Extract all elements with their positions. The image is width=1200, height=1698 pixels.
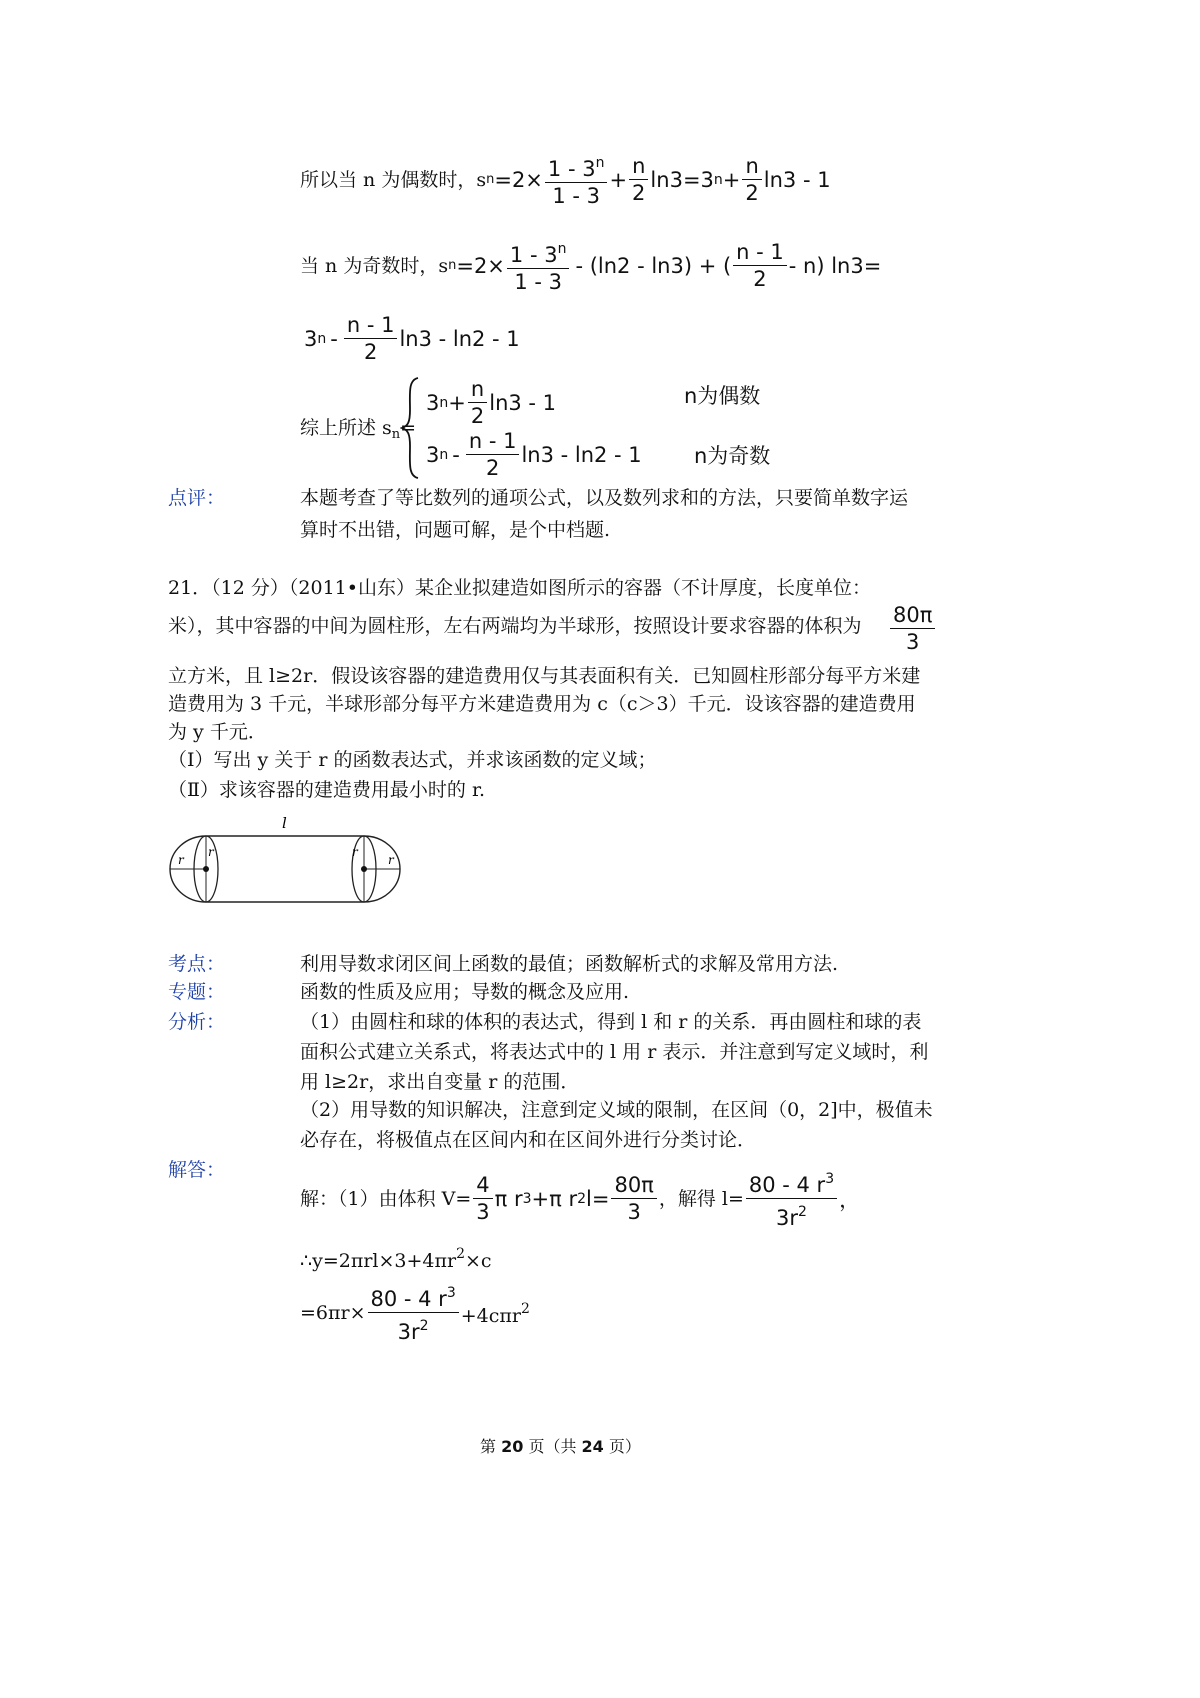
problem-part2: （Ⅱ）求该容器的建造费用最小时的 r. bbox=[168, 779, 485, 801]
problem-line1: 21．（12 分）（2011•山东）某企业拟建造如图所示的容器（不计厚度，长度单位： bbox=[168, 577, 871, 599]
exp: 2 bbox=[577, 1190, 587, 1207]
fraction: $\frac{n - 1}{2}$ bbox=[733, 239, 787, 292]
minus: - bbox=[330, 326, 338, 351]
problem-line2: 米），其中容器的中间为圆柱形，左右两端均为半球形，按照设计要求容器的体积为 bbox=[168, 615, 862, 637]
plus: + bbox=[722, 167, 741, 192]
three: 3 bbox=[426, 390, 440, 415]
case-odd-tail: ln3 - ln2 - 1 bbox=[521, 442, 642, 467]
problem-line4: 造费用为 3 千元，半球形部分每平方米建造费用为 c（c＞3）千元．设该容器的建造费用 bbox=[168, 693, 916, 715]
jieda-label: 解答： bbox=[168, 1159, 226, 1181]
sub-n: n bbox=[448, 258, 457, 273]
exp: n bbox=[439, 394, 449, 411]
pi-r: π r bbox=[494, 1186, 523, 1211]
zhuanti-label: 专题： bbox=[168, 981, 226, 1003]
two-times: 2× bbox=[473, 253, 505, 278]
odd-mid: - (ln2 - ln3) + ( bbox=[575, 253, 732, 278]
fenxi-label: 分析： bbox=[168, 1011, 226, 1033]
plus-4c: +4cπr$^2$ bbox=[460, 1301, 530, 1327]
solve-text: ，解得 l= bbox=[658, 1187, 744, 1210]
kaodian-text: 利用导数求闭区间上函数的最值；函数解析式的求解及常用方法. bbox=[300, 953, 839, 975]
l-eq: l= bbox=[586, 1186, 610, 1211]
two-times: 2× bbox=[511, 167, 543, 192]
problem-line5: 为 y 千元． bbox=[168, 721, 267, 743]
fraction: $\frac{n}{2}$ bbox=[742, 153, 761, 206]
fraction: $\frac{1 - 3^n}{1 - 3}$ bbox=[545, 150, 608, 209]
y-expression-2 bbox=[300, 1280, 530, 1345]
fraction: $\frac{n - 1}{2}$ bbox=[466, 428, 520, 481]
fraction: $\frac{80 - 4 r^3}{3r^2}$ bbox=[746, 1166, 837, 1231]
line3-tail: ln3 - ln2 - 1 bbox=[399, 326, 520, 351]
plus: + bbox=[448, 390, 466, 415]
fenxi-line1: （1）由圆柱和球的体积的表达式，得到 l 和 r 的关系．再由圆柱和球的表 bbox=[300, 1011, 922, 1033]
comma: ， bbox=[839, 1187, 861, 1212]
tail: ln3 - 1 bbox=[489, 390, 557, 415]
summary-label: 综上所述 $s_n=$ bbox=[300, 417, 417, 442]
r-label-right: r bbox=[388, 853, 394, 867]
fraction: $\frac{4}{3}$ bbox=[473, 1172, 492, 1225]
six-pi: =6πr× bbox=[300, 1301, 366, 1324]
eq: = bbox=[494, 167, 512, 192]
fraction: $\frac{n}{2}$ bbox=[468, 376, 487, 429]
even-case-formula bbox=[300, 150, 831, 209]
r-label-right-vert: r bbox=[352, 845, 358, 859]
fenxi-line5: 必存在，将极值点在区间内和在区间外进行分类讨论． bbox=[300, 1129, 757, 1151]
case-even-label: n为偶数 bbox=[684, 384, 761, 408]
problem-line3: 立方米，且 l≥2r．假设该容器的建造费用仅与其表面积有关．已知圆柱形部分每平方米建 bbox=[168, 665, 921, 687]
review-line2: 算时不出错，问题可解，是个中档题. bbox=[300, 519, 611, 541]
zhuanti-text: 函数的性质及应用；导数的概念及应用. bbox=[300, 981, 630, 1003]
l-label: l bbox=[282, 814, 287, 832]
fenxi-line2: 面积公式建立关系式，将表达式中的 l 用 r 表示．并注意到写定义域时，利 bbox=[300, 1041, 929, 1063]
r-label-left-vert: r bbox=[208, 845, 214, 859]
fenxi-line4: （2）用导数的知识解决，注意到定义域的限制，在区间（0，2]中，极值未 bbox=[300, 1099, 933, 1121]
case-odd-label: n为奇数 bbox=[694, 444, 771, 468]
jieda-prefix: 解：（1）由体积 V= bbox=[300, 1187, 472, 1210]
page-total: 24 bbox=[581, 1437, 604, 1456]
minus: - bbox=[452, 442, 460, 467]
three: 3 bbox=[426, 442, 440, 467]
volume-equation bbox=[300, 1166, 860, 1231]
tail: ln3 - 1 bbox=[763, 167, 831, 192]
even-prefix: 所以当 n 为偶数时，s bbox=[300, 168, 487, 191]
exp: n bbox=[317, 330, 327, 347]
review-label: 点评： bbox=[168, 487, 226, 509]
ln3: ln3 bbox=[650, 167, 683, 192]
case-even bbox=[426, 376, 556, 429]
fraction: $\frac{80\pi}{3}$ bbox=[611, 1172, 656, 1225]
fenxi-line3: 用 l≥2r，求出自变量 r 的范围． bbox=[300, 1071, 580, 1093]
y-expression: $\therefore y=2\pi rl\times 3+4\pi r^2\times c$ bbox=[300, 1246, 492, 1272]
eq: = bbox=[682, 167, 701, 192]
page-footer: 第 20 页（共 24 页） bbox=[480, 1437, 641, 1456]
fraction: $\frac{n - 1}{2}$ bbox=[344, 312, 398, 365]
plus-pi-r: +π r bbox=[531, 1186, 578, 1211]
plus: + bbox=[609, 167, 628, 192]
fraction: $\frac{n}{2}$ bbox=[629, 153, 648, 206]
odd-prefix: 当 n 为奇数时，s bbox=[300, 254, 449, 277]
left-brace-icon bbox=[400, 376, 422, 480]
container-figure bbox=[164, 812, 410, 912]
exp: n bbox=[439, 446, 449, 463]
odd-case-formula bbox=[300, 236, 881, 295]
exp: 3 bbox=[522, 1190, 532, 1207]
page-number: 20 bbox=[501, 1437, 524, 1456]
three: 3 bbox=[304, 326, 318, 351]
odd-case-line2 bbox=[304, 312, 520, 365]
exp: n bbox=[713, 171, 723, 188]
r-label-left: r bbox=[178, 853, 184, 867]
review-line1: 本题考查了等比数列的通项公式，以及数列求和的方法，只要简单数字运 bbox=[300, 487, 909, 509]
fraction: $\frac{1 - 3^n}{1 - 3}$ bbox=[507, 236, 570, 295]
fraction: $\frac{80 - 4 r^3}{3r^2}$ bbox=[368, 1280, 459, 1345]
problem-part1: （Ⅰ）写出 y 关于 r 的函数表达式，并求该函数的定义域； bbox=[168, 749, 657, 771]
volume-fraction: $\frac{80\pi}{3}$ bbox=[890, 602, 935, 655]
case-odd bbox=[426, 428, 642, 481]
eq: = bbox=[456, 253, 474, 278]
three: 3 bbox=[700, 167, 714, 192]
odd-tail: - n) ln3= bbox=[788, 253, 882, 278]
kaodian-label: 考点： bbox=[168, 953, 226, 975]
sub-n: n bbox=[486, 172, 495, 187]
